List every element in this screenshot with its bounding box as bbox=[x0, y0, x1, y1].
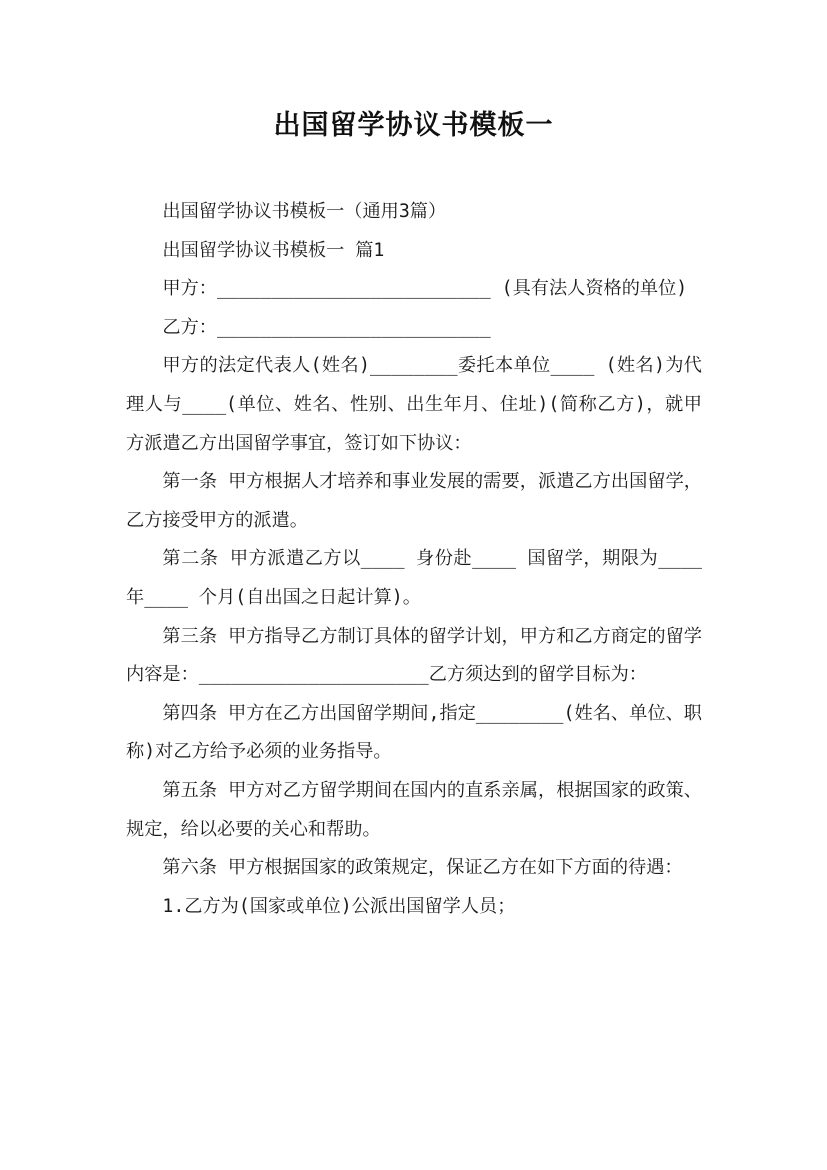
paragraph-representative: 甲方的法定代表人(姓名)________委托本单位____ (姓名)为代理人与____(单位、姓名、性别、出生年月、住址)(简称乙方)，就甲方派遣乙方出国留学事宜，签订如下协议： bbox=[126, 355, 702, 454]
paragraph-article-5: 第五条 甲方对乙方留学期间在国内的直系亲属，根据国家的政策、规定，给以必要的关心和帮助。 bbox=[126, 779, 702, 840]
paragraph-party-a: 甲方：_________________________ (具有法人资格的单位) bbox=[162, 278, 688, 300]
paragraph-section-heading: 出国留学协议书模板一 篇1 bbox=[162, 239, 385, 261]
paragraph-article-3: 第三条 甲方指导乙方制订具体的留学计划，甲方和乙方商定的留学内容是：_____________________乙方须达到的留学目标为： bbox=[126, 625, 702, 686]
paragraph-subtitle: 出国留学协议书模板一（通用3篇） bbox=[162, 201, 447, 222]
document-body bbox=[126, 193, 702, 926]
paragraph-item-1: 1.乙方为(国家或单位)公派出国留学人员； bbox=[162, 895, 516, 917]
paragraph-article-2: 第二条 甲方派遣乙方以____ 身份赴____ 国留学，期限为____ 年____ 个月(自出国之日起计算)。 bbox=[126, 548, 702, 608]
document-title: 出国留学协议书模板一 bbox=[273, 110, 554, 141]
paragraph-article-4: 第四条 甲方在乙方出国留学期间,指定________(姓名、单位、职称)对乙方给予必须的业务指导。 bbox=[126, 702, 702, 763]
paragraph-party-b: 乙方：_________________________ bbox=[162, 316, 491, 338]
paragraph-article-6: 第六条 甲方根据国家的政策规定，保证乙方在如下方面的待遇： bbox=[162, 857, 683, 879]
paragraph-article-1: 第一条 甲方根据人才培养和事业发展的需要，派遣乙方出国留学，乙方接受甲方的派遣。 bbox=[126, 471, 702, 531]
